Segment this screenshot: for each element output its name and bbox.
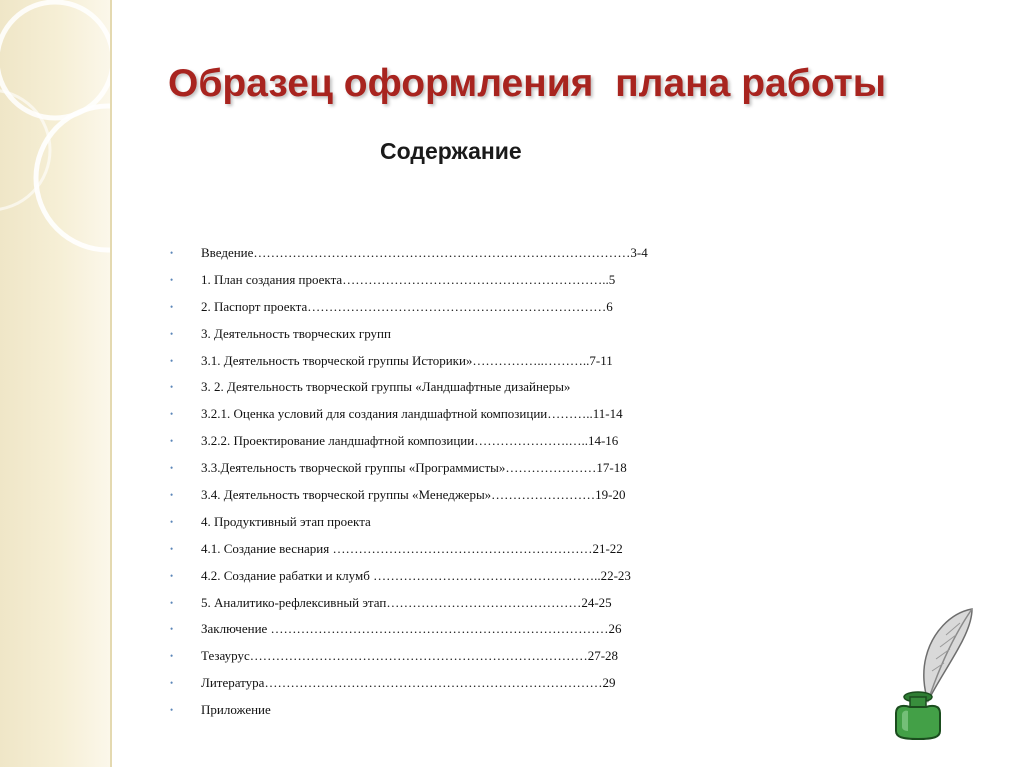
sidebar-divider: [110, 0, 112, 767]
toc-item: [170, 321, 648, 348]
toc-item-text: Литература……………………………………………………………………29: [201, 675, 616, 691]
toc-item: [170, 240, 648, 267]
toc-item-text: 3.2.2. Проектирование ландшафтной композиции………………….…..14-16: [201, 433, 619, 449]
toc-item: [170, 348, 648, 375]
toc-item: [170, 482, 648, 509]
toc-item-text: 4.1. Создание веснария ……………………………………………………21-22: [201, 540, 623, 556]
slide-title: Образец оформления плана работы: [168, 62, 887, 105]
bullet-icon: •: [170, 301, 174, 312]
toc-item-text: 3.4. Деятельность творческой группы «Менеджеры»……………………19-20: [201, 487, 626, 503]
toc-item-text: 3. Деятельность творческих групп: [201, 325, 391, 341]
toc-item: [170, 428, 648, 455]
toc-item: [170, 563, 648, 590]
toc-item-text: 4.2. Создание рабатки и клумб ……………………………………………..22-23: [201, 567, 631, 583]
toc-item-text: 3.2.1. Оценка условий для создания ландшафтной композиции………..11-14: [201, 406, 623, 422]
toc-item: [170, 590, 648, 617]
toc-item: [170, 616, 648, 643]
bullet-icon: •: [170, 490, 174, 501]
table-of-contents: [170, 240, 648, 724]
bullet-icon: •: [170, 409, 174, 420]
toc-item: [170, 374, 648, 401]
toc-item: [170, 509, 648, 536]
slide-subtitle: Содержание: [380, 138, 522, 164]
toc-item: [170, 643, 648, 670]
bullet-icon: •: [170, 570, 174, 581]
bullet-icon: •: [170, 543, 174, 554]
bullet-icon: •: [170, 678, 174, 689]
quill-inkwell-icon: [880, 605, 990, 745]
toc-item: [170, 697, 648, 724]
bullet-icon: •: [170, 463, 174, 474]
toc-item-text: Приложение: [201, 702, 271, 718]
bullet-icon: •: [170, 597, 174, 608]
bullet-icon: •: [170, 436, 174, 447]
toc-item: [170, 267, 648, 294]
toc-item: [170, 294, 648, 321]
toc-item-text: 3. 2. Деятельность творческой группы «Ландшафтные дизайнеры»: [201, 379, 571, 395]
toc-item-text: Тезаурус……………………………………………………………………27-28: [201, 648, 619, 664]
bullet-icon: •: [170, 355, 174, 366]
bullet-icon: •: [170, 651, 174, 662]
bullet-icon: •: [170, 705, 174, 716]
sidebar-decoration: [0, 0, 110, 767]
toc-item-text: 5. Аналитико-рефлексивный этап………………………………………24-25: [201, 594, 612, 610]
circles-decoration: [0, 0, 110, 260]
bullet-icon: •: [170, 248, 174, 258]
toc-item-text: Введение……………………………………………………………………………3-4: [201, 245, 648, 260]
toc-item-text: 1. План создания проекта……………………………………………………..5: [201, 271, 616, 287]
toc-item: [170, 536, 648, 563]
bullet-icon: •: [170, 328, 174, 339]
toc-item-text: 4. Продуктивный этап проекта: [201, 513, 371, 529]
bullet-icon: •: [170, 382, 174, 393]
bullet-icon: •: [170, 274, 174, 285]
toc-item: [170, 401, 648, 428]
toc-item-text: 3.1. Деятельность творческой группы Историки»……………..………..7-11: [201, 352, 613, 368]
toc-item-text: 3.3.Деятельность творческой группы «Программисты»…………………17-18: [201, 460, 627, 476]
bullet-icon: •: [170, 624, 174, 635]
bullet-icon: •: [170, 516, 174, 527]
toc-item: [170, 455, 648, 482]
toc-item-text: 2. Паспорт проекта……………………………………………………………6: [201, 298, 613, 314]
toc-item-text: Заключение ……………………………………………………………………26: [201, 621, 622, 637]
toc-item: [170, 670, 648, 697]
